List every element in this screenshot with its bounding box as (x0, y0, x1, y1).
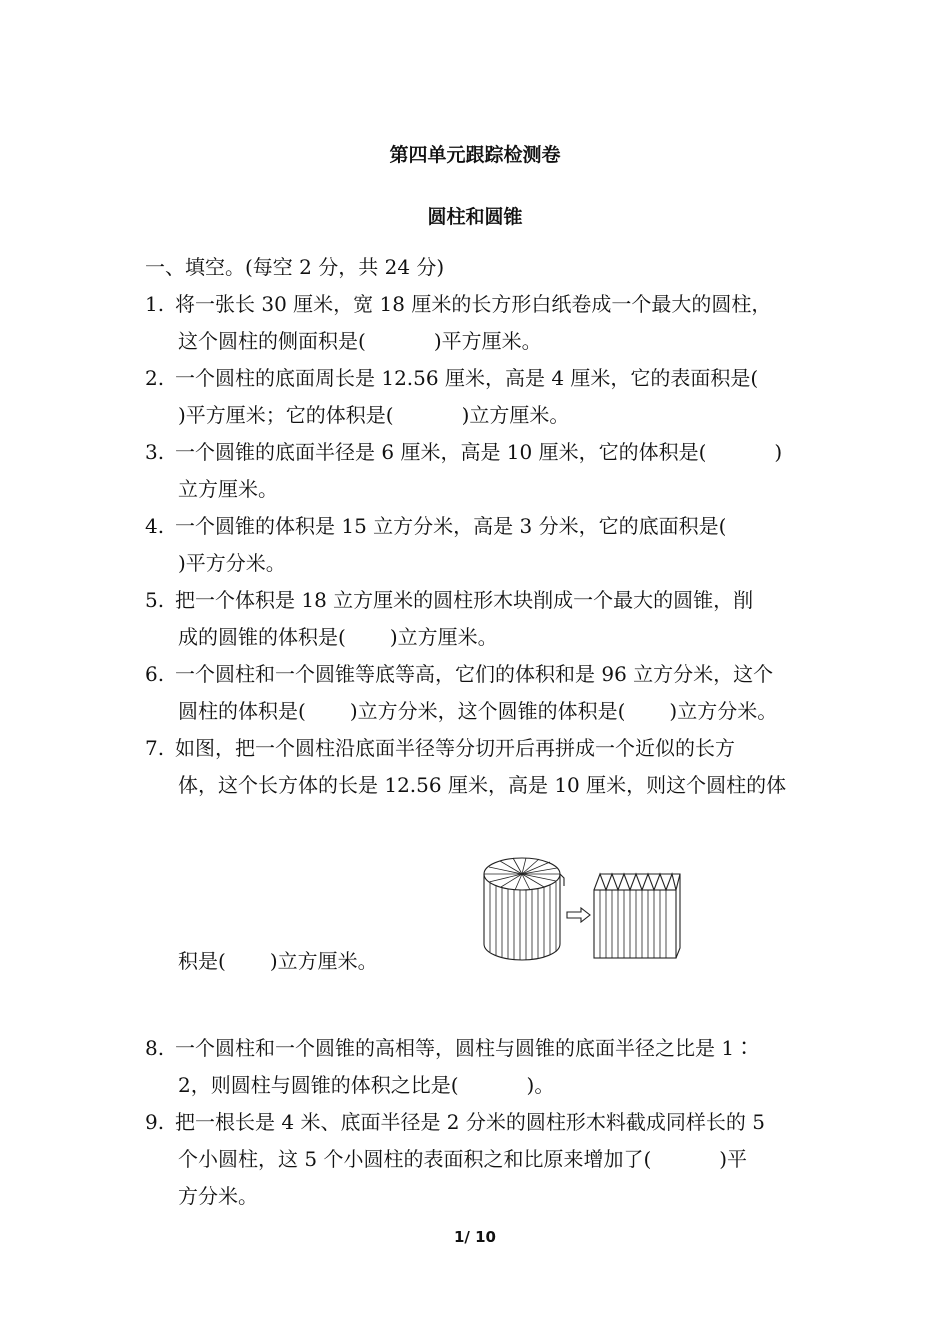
question-9-line-1: 9. 把一根长是 4 米、底面半径是 2 分米的圆柱形木料截成同样长的 5 (145, 1110, 765, 1134)
page-title: 第四单元跟踪检测卷 (389, 144, 561, 166)
section-heading: 一、填空。(每空 2 分，共 24 分) (145, 255, 445, 279)
question-3-line-2: 立方厘米。 (178, 477, 278, 501)
question-8-line-1: 8. 一个圆柱和一个圆锥的高相等，圆柱与圆锥的底面半径之比是 1∶ (145, 1036, 755, 1060)
question-4-line-2: )平方分米。 (178, 551, 286, 575)
question-9-line-3: 方分米。 (178, 1184, 258, 1208)
question-3-line-1: 3. 一个圆锥的底面半径是 6 厘米，高是 10 厘米，它的体积是( ) (145, 440, 783, 464)
question-7-line-3: 积是( )立方厘米。 (178, 949, 378, 973)
question-1-line-2: 这个圆柱的侧面积是( )平方厘米。 (178, 329, 542, 353)
question-9-line-2: 个小圆柱，这 5 个小圆柱的表面积之和比原来增加了( )平 (178, 1147, 748, 1171)
question-1-line-1: 1. 将一张长 30 厘米，宽 18 厘米的长方形白纸卷成一个最大的圆柱， (145, 292, 772, 316)
question-2-line-1: 2. 一个圆柱的底面周长是 12.56 厘米，高是 4 厘米，它的表面积是( (145, 366, 759, 390)
question-7-line-2: 体，这个长方体的长是 12.56 厘米，高是 10 厘米，则这个圆柱的体 (178, 773, 787, 797)
question-5-line-1: 5. 把一个体积是 18 立方厘米的圆柱形木块削成一个最大的圆锥，削 (145, 588, 754, 612)
question-6-line-1: 6. 一个圆柱和一个圆锥等底等高，它们的体积和是 96 立方分米，这个 (145, 662, 774, 686)
question-6-line-2: 圆柱的体积是( )立方分米，这个圆锥的体积是( )立方分米。 (178, 699, 778, 723)
question-8-line-2: 2，则圆柱与圆锥的体积之比是( )。 (178, 1073, 555, 1097)
question-5-line-2: 成的圆锥的体积是( )立方厘米。 (178, 625, 498, 649)
question-2-line-2: )平方厘米；它的体积是( )立方厘米。 (178, 403, 570, 427)
cylinder-to-cuboid-figure (480, 852, 690, 967)
page-number: 1/ 10 (453, 1228, 496, 1246)
page-subtitle: 圆柱和圆锥 (427, 206, 523, 228)
question-4-line-1: 4. 一个圆锥的体积是 15 立方分米，高是 3 分米，它的底面积是( (145, 514, 727, 538)
question-7-line-1: 7. 如图，把一个圆柱沿底面半径等分切开后再拼成一个近似的长方 (145, 736, 735, 760)
